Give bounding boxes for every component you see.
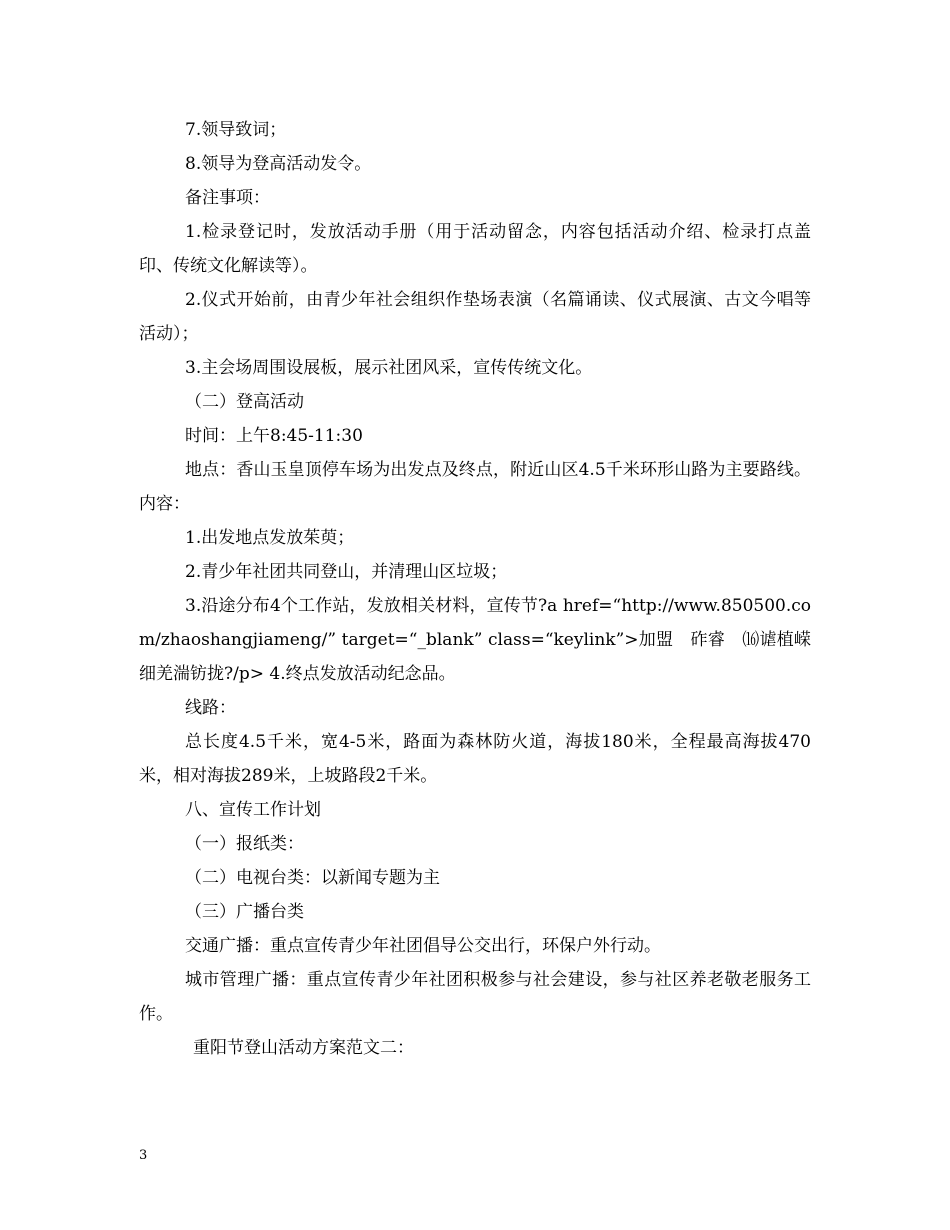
paragraph-route-detail: 总长度4.5千米，宽4-5米，路面为森林防火道，海拔180米，全程最高海拔470米，相对海拔289米，上坡路段2千米。 (139, 732, 811, 786)
paragraph-tv: （二）电视台类：以新闻专题为主 (185, 868, 440, 888)
paragraph-leader-speech: 7.领导致词； (185, 120, 287, 140)
paragraph-location: 地点：香山玉皇顶停车场为出发点及终点，附近山区4.5千米环形山路为主要路线。内容： (139, 460, 811, 514)
paragraph-newspaper: （一）报纸类： (185, 834, 304, 854)
paragraph-leader-start: 8.领导为登高活动发令。 (185, 154, 372, 174)
paragraph-note-1: 1.检录登记时，发放活动手册（用于活动留念，内容包括活动介绍、检录打点盖印、传统文化解读等）。 (139, 222, 811, 276)
page-number: 3 (139, 1148, 148, 1163)
paragraph-traffic-radio: 交通广播：重点宣传青少年社团倡导公交出行，环保户外行动。 (185, 936, 661, 956)
paragraph-notes-heading: 备注事项： (185, 188, 270, 208)
paragraph-note-3: 3.主会场周围设展板，展示社团风采，宣传传统文化。 (185, 358, 593, 378)
paragraph-time: 时间：上午8:45-11:30 (185, 426, 363, 446)
paragraph-note-2: 2.仪式开始前，由青少年社会组织作垫场表演（名篇诵读、仪式展演、古文今唱等活动）； (139, 290, 811, 344)
paragraph-item-1: 1.出发地点发放茱萸； (185, 528, 355, 548)
paragraph-radio: （三）广播台类 (185, 902, 304, 922)
paragraph-item-3: 3.沿途分布4个工作站，发放相关材料，宣传节?a href=“http://www.850500.com/zhaoshangjiameng/” target=“_blank” class=“keylink”>加盟 砟睿 ⒃谑植嵘细羌湍钫拢?/p> 4.终点发放活动纪念品。 (139, 596, 811, 684)
paragraph-publicity-heading: 八、宣传工作计划 (185, 800, 321, 820)
paragraph-section-climbing: （二）登高活动 (185, 392, 304, 412)
paragraph-sample-two-heading: 重阳节登山活动方案范文二： (193, 1038, 414, 1058)
paragraph-item-2: 2.青少年社团共同登山，并清理山区垃圾； (185, 562, 508, 582)
paragraph-city-radio: 城市管理广播：重点宣传青少年社团积极参与社会建设，参与社区养老敬老服务工作。 (139, 970, 811, 1024)
paragraph-route-heading: 线路： (185, 698, 236, 718)
document-body (139, 113, 811, 1065)
